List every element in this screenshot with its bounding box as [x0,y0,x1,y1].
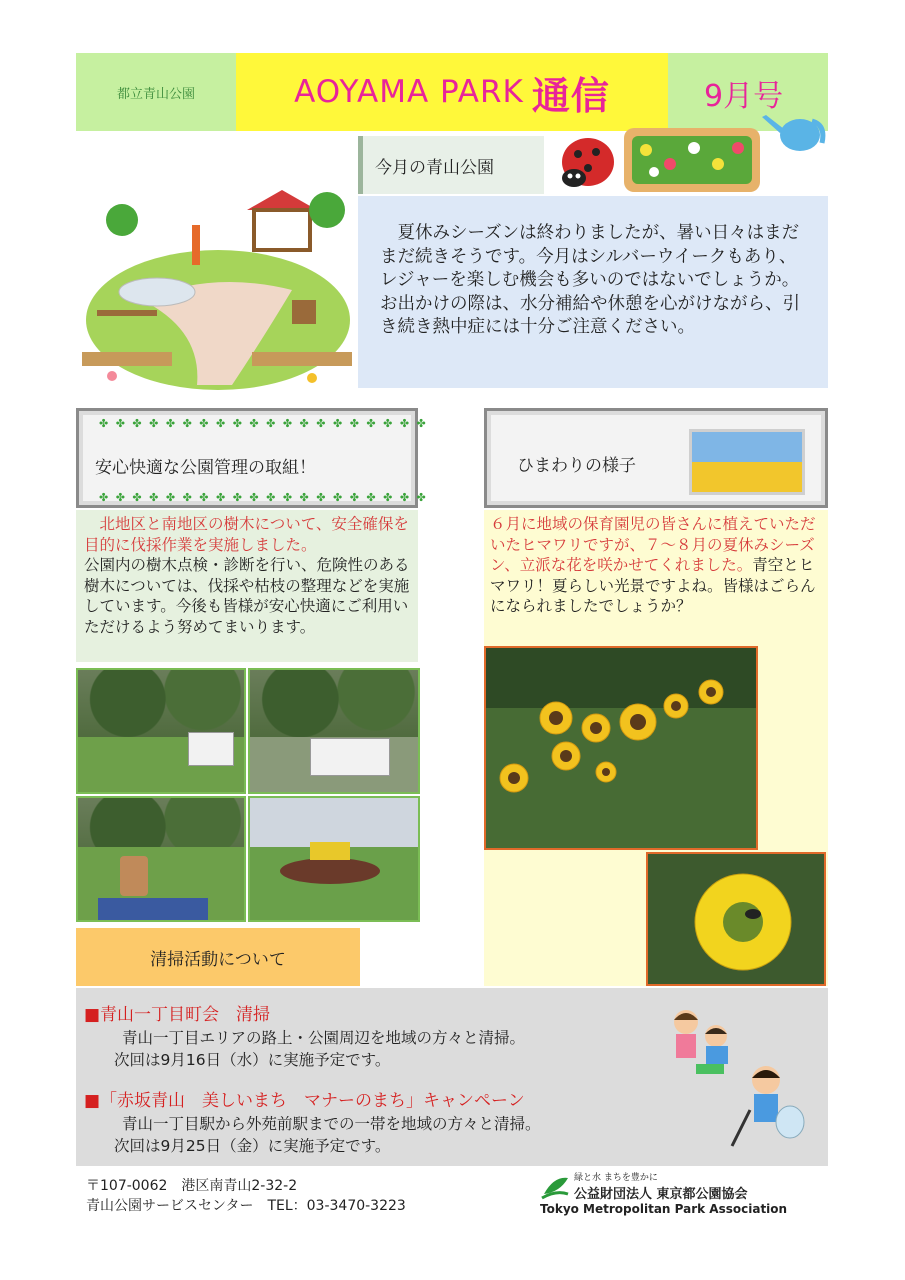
footer-org-name: 公益財団法人 東京都公園協会 [574,1187,748,1202]
child-with-trash-bag-illustration [726,1060,806,1150]
watering-can-icon [760,103,832,163]
footer-organization [540,1170,787,1216]
this-month-heading [358,136,544,194]
footer-org-en: Tokyo Metropolitan Park Association [540,1202,788,1216]
cleaning-item-line: 青山一丁目駅から外苑前駅までの一帯を地域の方々と清掃。 [122,1115,541,1133]
park-association-logo-icon [540,1172,570,1202]
clover-border-icon: ✤ ✤ ✤ ✤ ✤ ✤ ✤ ✤ ✤ ✤ ✤ ✤ ✤ ✤ ✤ ✤ ✤ ✤ ✤ ✤ [99,417,428,430]
sunflower-body: 青空とヒマワリ！夏らしい光景ですよね。皆様はごらんになられましたでしょうか？ [490,556,816,615]
park-illustration [82,180,354,390]
cleaning-item-line: 次回は9月25日（金）に実施予定です。 [114,1137,391,1155]
cleaning-item-line: 次回は9月16日（水）に実施予定です。 [114,1051,391,1069]
footer-postal: 〒107-0062 港区南青山2-32-2 [86,1178,298,1194]
sunflower-heading-box [484,408,828,508]
footer-org-tagline: 緑と水 まちを豊かに [574,1173,658,1183]
flower-bed-illustration [624,128,760,192]
this-month-text: 夏休みシーズンは終わりましたが、暑い日々はまだまだ続きそうです。今月はシルバーウイークもあり、レジャーを楽しむ機会も多いのではないでしょうか。お出かけの際は、水分補給や休憩を心がけながら、引き続き熱中症には十分ご注意ください。 [380,223,800,337]
sunflower-heading: ひまわりの様子 [517,456,636,476]
cleaning-heading [76,928,360,986]
management-lead: 北地区と南地区の樹木について、安全確保を目的に伐採作業を実施しました。 [84,515,409,554]
cleaning-activities-box [76,988,828,1166]
title-en: AOYAMA PARK [294,74,524,110]
this-month-text-box [358,196,828,388]
tree-work-photo [76,796,246,922]
title-jp: 通信 [531,73,610,118]
this-month-heading-text: 今月の青山公園 [375,157,494,178]
tree-work-photo [248,668,420,794]
sunflower-lead: ６月に地域の保育園児の皆さんに植えていただいたヒマワリですが、７～８月の夏休みシーズン、立派な花を咲かせてくれました。 [490,515,816,574]
issue-label: 9月号 [704,79,784,114]
issue-box [668,53,828,131]
cleaning-item-title: ■青山一丁目町会 清掃 [84,1005,271,1025]
sunflower-field-thumbnail [689,429,805,495]
newsletter-title [236,53,668,131]
management-text-box [76,510,418,662]
management-body: 公園内の樹木点検・診断を行い、危険性のある樹木については、伐採や枯枝の整理などを実施しています。今後も皆様が安心快適にご利用いただけるよう努めてまいります。 [84,556,410,636]
cleaning-heading-text: 清掃活動について [150,949,286,970]
management-heading-box [76,408,428,508]
tree-work-photo [76,668,246,794]
footer-service-center: 青山公園サービスセンター TEL：03-3470-3223 [86,1198,406,1214]
park-name-label [76,53,236,131]
ladybug-icon [556,132,618,190]
cleaning-item-title: ■「赤坂青山 美しいまち マナーのまち」キャンペーン [84,1091,525,1111]
clover-border-icon: ✤ ✤ ✤ ✤ ✤ ✤ ✤ ✤ ✤ ✤ ✤ ✤ ✤ ✤ ✤ ✤ ✤ ✤ ✤ ✤ [99,491,428,504]
management-heading: 安心快適な公園管理の取組！ [95,458,316,478]
footer-address [86,1176,406,1216]
cleaning-item-line: 青山一丁目エリアの路上・公園周辺を地域の方々と清掃。 [122,1029,526,1047]
tree-work-photo [248,796,420,922]
sunflower-photo-large [484,646,758,850]
sunflower-photo-closeup [646,852,826,986]
park-name: 都立青山公園 [116,86,195,102]
